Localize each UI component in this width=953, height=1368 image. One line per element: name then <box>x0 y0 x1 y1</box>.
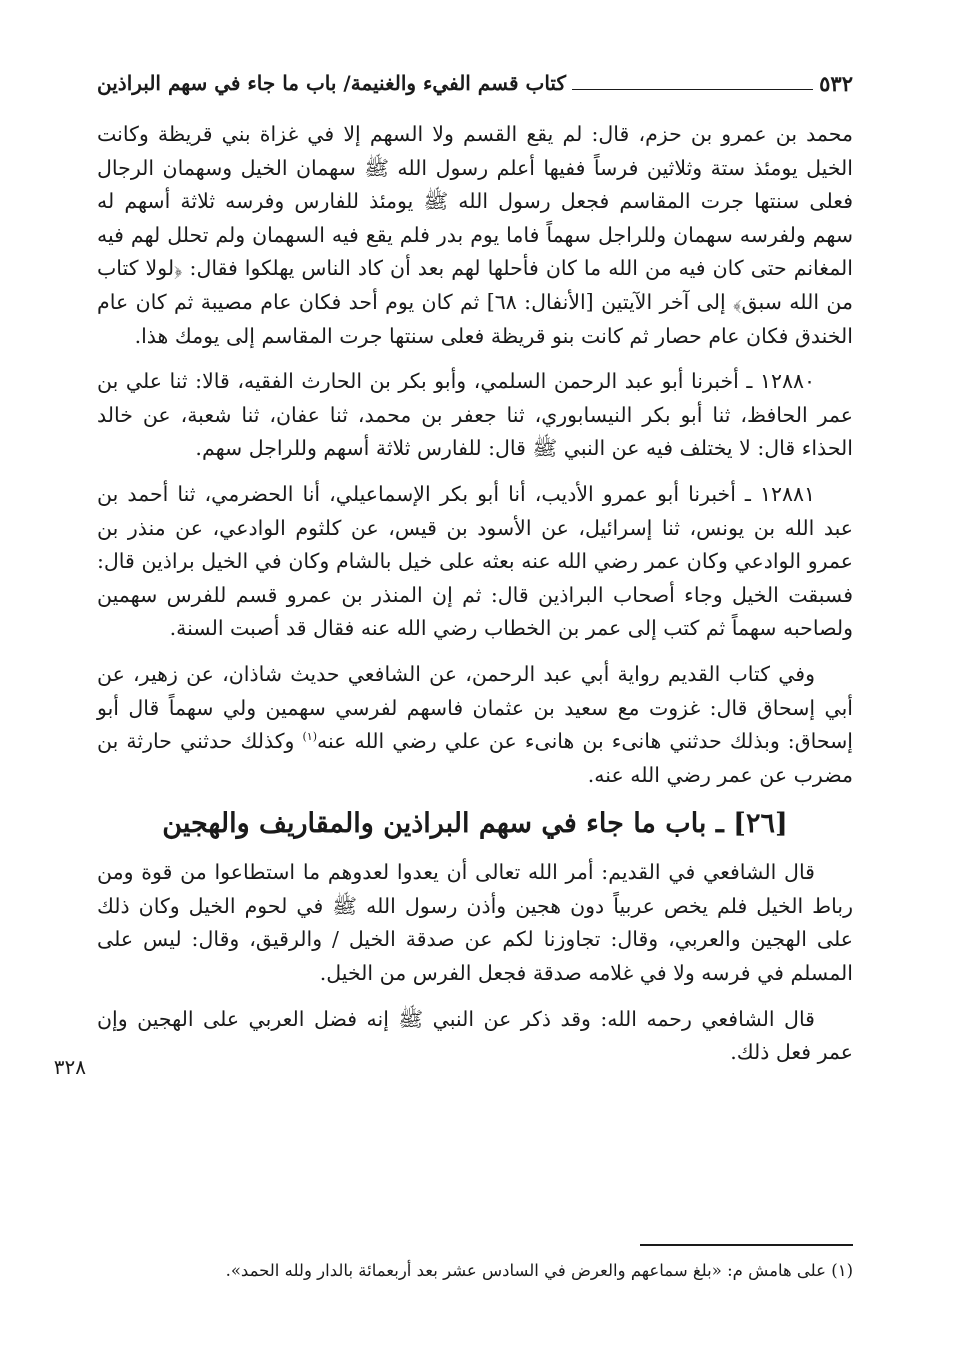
footnote: (١) على هامش م: «بلغ سماعهم والعرض في السادس عشر بعد أربعمائة بالدار ولله الحمد». <box>225 1261 853 1280</box>
running-header <box>97 66 853 100</box>
chapter-heading: [٢٦] ـ باب ما جاء في سهم البراذين والمقاريف والهجين <box>162 808 788 840</box>
main-text <box>97 118 853 1082</box>
paragraph-qadim-text: وفي كتاب القديم رواية أبي عبد الرحمن، عن الشافعي حديث شاذان، عن زهير، عن أبي إسحاق قال: غزوت مع سعيد بن عثمان فاسهم لفرسي سهمين ولي سهماً قال أبو إسحاق: وبذلك حدثني هانىء بن هانىء عن علي رضي الله عنه <box>97 661 853 754</box>
paragraph-qadim-end: وكذلك حدثني حارثة بن مضرب عن عمر رضي الله عنه. <box>97 729 853 787</box>
hadith-12880: ١٢٨٨٠ ـ أخبرنا أبو عبد الرحمن السلمي، وأبو بكر بن الحارث الفقيه، قالا: ثنا علي بن عمر الحافظ، ثنا أبو بكر النيسابوري، ثنا جعفر بن محمد، ثنا عفان، ثنا شعبة، عن خالد الحذاء قال: لا يختلف فيه عن النبي ﷺ قال: للفارس ثلاثة أسهم وللراجل سهم. <box>97 369 853 461</box>
paragraph-continuation: محمد بن عمرو بن حزم، قال: لم يقع القسم ولا السهم إلا في غزاة بني قريظة وكانت الخيل يومئذ ستة وثلاثين فرساً ففيها أعلم رسول الله ﷺ سهمان الخيل وسهمان الرجال فعلى سنتها جرت المقاسم فجعل رسول الله ﷺ يومئذ للفارس وفرسه ثلاثة أسهم له سهم ولفرسه سهمان وللراجل سهماً فاما يوم بدر فلم يقع فيه السهمان ولم تحلل لهم فيه المغانم حتى كان فيه من الله ما كان فأحلها لهم بعد أن كاد الناس يهلكوا فقال: ﴿لولا كتاب من الله سبق﴾ إلى آخر الآيتين [الأنفال: ٦٨] ثم كان يوم أحد فكان عام مصيبة ثم كان عام الخندق فكان عام حصار ثم كانت بنو قريظة فعلى سنتها جرت المقاسم إلى يومك هذا. <box>97 122 854 348</box>
margin-page-reference: ٣٢٨ <box>53 1055 86 1079</box>
running-title: كتاب قسم الفيء والغنيمة/ باب ما جاء في سهم البراذين <box>97 71 566 95</box>
footnote-separator <box>640 1244 853 1246</box>
header-rule <box>572 77 813 90</box>
footnote-marker: (١) <box>302 730 317 744</box>
paragraph-shafii-2: قال الشافعي رحمه الله: وقد ذكر عن النبي ﷺ إنه فضل العربي على الهجين وإن عمر فعل ذلك. <box>97 1006 853 1065</box>
page-number: ٥٣٢ <box>819 70 853 96</box>
hadith-12881: ١٢٨٨١ ـ أخبرنا أبو عمرو الأديب، أنا أبو بكر الإسماعيلي، أنا الحضرمي، ثنا أحمد بن عبد الله بن يونس، ثنا إسرائيل، عن الأسود بن قيس، عن كلثوم الوادعي، عن منذر بن عمرو الوادعي وكان عمر رضي الله عنه بعثه على خيل بالشام وكان في الخيل براذين قال: فسبقت الخيل وجاء أصحاب البراذين قال: ثم إن المنذر بن عمرو قسم للفرس سهمين ولصاحبه سهماً ثم كتب إلى عمر بن الخطاب رضي الله عنه فقال قد أصبت السنة. <box>97 481 853 641</box>
paragraph-qadim <box>97 658 853 792</box>
paragraph-shafii-1: قال الشافعي في القديم: أمر الله تعالى أن يعدوا لعدوهم ما استطاعوا من قوة ومن رباط الخيل فلم يخص عربياً دون هجين وأذن رسول الله ﷺ في لحوم الخيل وكان ذلك على الهجين والعربي، وقال: تجاوزنا لكم عن صدقة الخيل / والرقيق، وقال: ليس على المسلم في فرسه ولا في غلامه صدقة فجعل الفرس من الخيل. <box>97 860 853 986</box>
